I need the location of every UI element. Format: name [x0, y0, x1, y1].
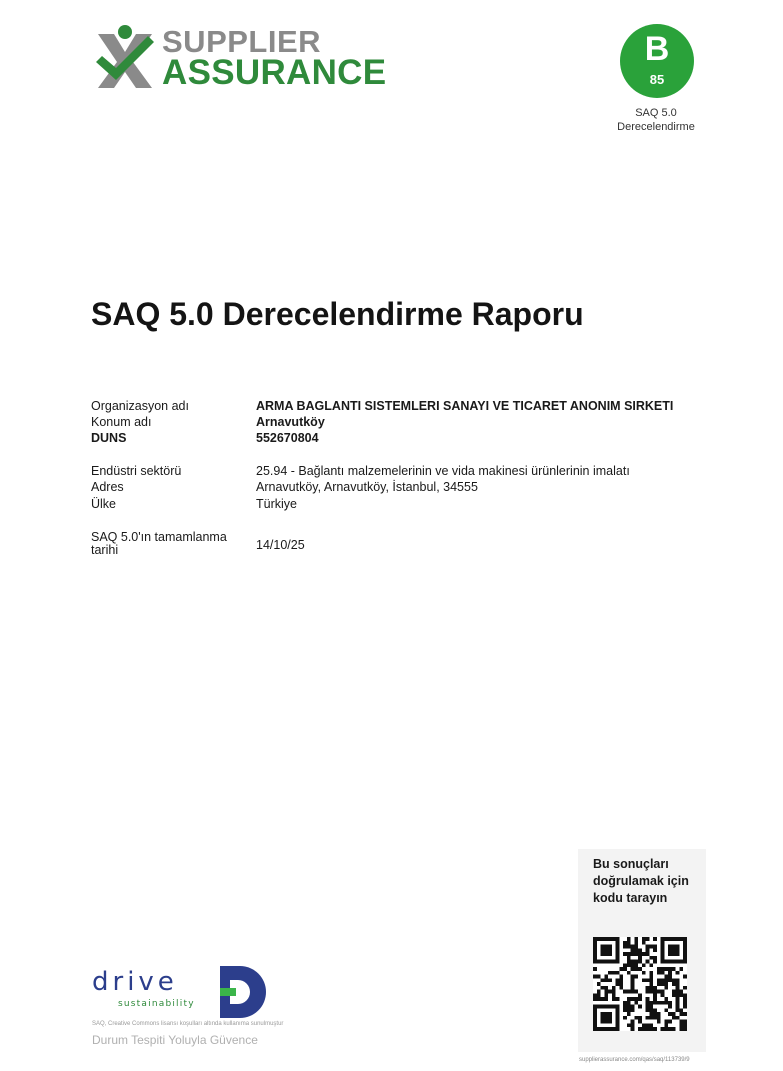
- footer-tagline: Durum Tespiti Yoluyla Güvence: [92, 1033, 258, 1047]
- location-label: Konum adı: [91, 415, 152, 429]
- page-title: SAQ 5.0 Derecelendirme Raporu: [91, 296, 584, 332]
- address-value: Arnavutköy, Arnavutköy, İstanbul, 34555: [256, 480, 478, 494]
- address-label: Adres: [91, 480, 124, 494]
- drive-logo-word: drive: [92, 967, 178, 997]
- logo-line-1: SUPPLIER: [162, 24, 322, 59]
- drive-logo-sub: sustainability: [118, 999, 195, 1009]
- drive-sustainability-logo: [92, 966, 272, 1018]
- duns-value: 552670804: [256, 431, 319, 445]
- qr-verify-panel: [578, 849, 706, 1052]
- license-note: SAQ, Creative Commons lisansı koşulları altında kullanıma sunulmuştur: [92, 1021, 284, 1027]
- completion-value: 14/10/25: [256, 538, 305, 552]
- rating-caption-line-1: SAQ 5.0: [635, 107, 677, 119]
- verify-url[interactable]: supplierassurance.com/qas/saq/113739/9: [579, 1057, 690, 1063]
- sector-value: 25.94 - Bağlantı malzemelerinin ve vida makinesi ürünlerinin imalatı: [256, 464, 630, 478]
- rating-badge: [620, 24, 694, 98]
- supplier-assurance-logo-icon: [92, 22, 158, 92]
- duns-label: DUNS: [91, 431, 127, 445]
- location-value: Arnavutköy: [256, 415, 325, 429]
- rating-grade: B: [644, 30, 670, 68]
- country-value: Türkiye: [256, 497, 297, 511]
- org-label: Organizasyon adı: [91, 399, 189, 413]
- rating-score: 85: [649, 72, 665, 87]
- logo-line-2: ASSURANCE: [162, 53, 387, 92]
- sector-label: Endüstri sektörü: [91, 464, 182, 478]
- supplier-assurance-logo: [92, 22, 387, 94]
- rating-caption-line-2: Derecelendirme: [617, 121, 695, 133]
- org-value: ARMA BAGLANTI SISTEMLERI SANAYI VE TICARET ANONIM SIRKETI: [256, 399, 674, 413]
- rating-caption: [600, 106, 712, 134]
- qr-code-icon[interactable]: [593, 937, 687, 1031]
- country-label: Ülke: [91, 497, 117, 511]
- qr-verify-text: Bu sonuçları doğrulamak için kodu tarayın: [593, 857, 689, 905]
- completion-label: SAQ 5.0'ın tamamlanma tarihi: [91, 530, 227, 557]
